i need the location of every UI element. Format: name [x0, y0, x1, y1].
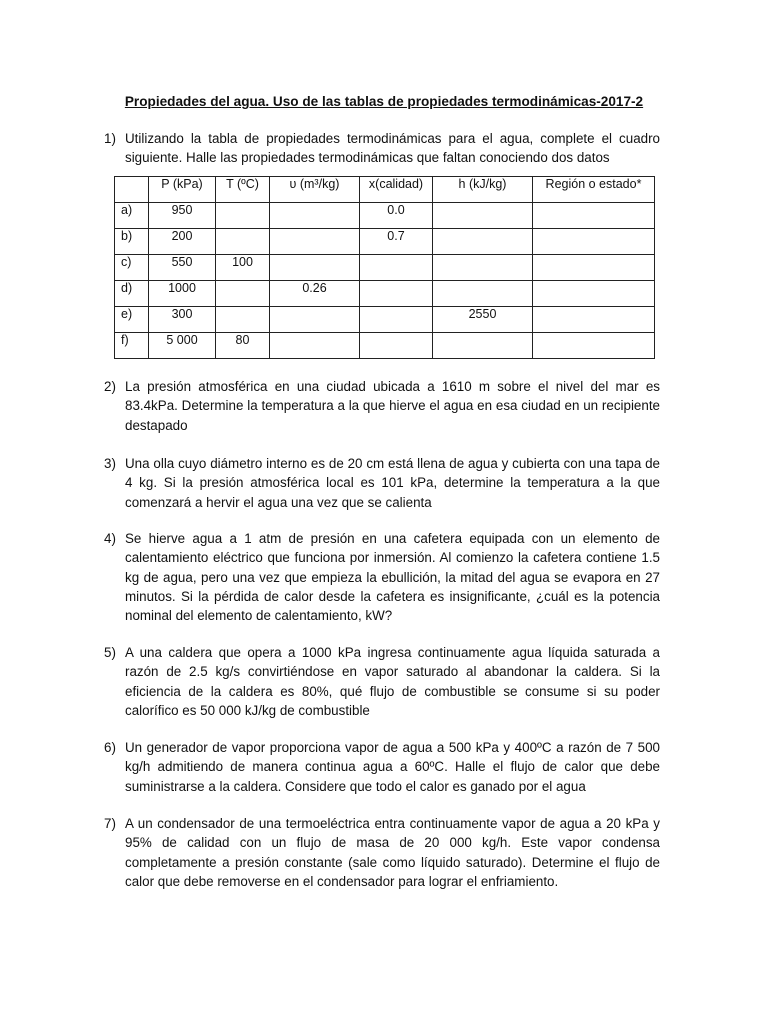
question-3	[104, 454, 660, 512]
table-cell: 80	[216, 333, 270, 359]
table-cell: 950	[149, 203, 216, 229]
table-cell	[216, 281, 270, 307]
question-text: A una caldera que opera a 1000 kPa ingresa continuamente agua líquida saturada a razón de 2.5 kg/s convirtiéndose en vapor saturado al abandonar la caldera. Si la eficiencia de la caldera es 80%, qué flujo de combustible se consume si su poder calorífico es 50 000 kJ/kg de combustible	[125, 645, 660, 718]
table-cell: 0.26	[270, 281, 360, 307]
table-cell	[533, 307, 655, 333]
properties-table	[114, 176, 655, 359]
table-cell: a)	[115, 203, 149, 229]
document-title: Propiedades del agua. Uso de las tablas de propiedades termodinámicas-2017-2	[124, 94, 644, 109]
question-text: Se hierve agua a 1 atm de presión en una cafetera equipada con un elemento de calentamiento eléctrico que funciona por inmersión. Al comienzo la cafetera contiene 1.5 kg de agua, pero una vez que empieza la ebullición, la mitad del agua se evapora en 27 minutos. Si la pérdida de calor desde la cafetera es insignificante, ¿cuál es la potencia nominal del elemento de calentamiento, kW?	[125, 531, 660, 624]
table-cell	[270, 333, 360, 359]
table-cell: 0.7	[360, 229, 433, 255]
table-row	[115, 333, 655, 359]
table-cell	[360, 255, 433, 281]
table-cell	[270, 203, 360, 229]
question-number: 2)	[104, 379, 116, 394]
table-header: T (ºC)	[216, 177, 270, 203]
table-header	[115, 177, 149, 203]
table-header: Región o estado*	[533, 177, 655, 203]
question-number: 1)	[104, 131, 116, 146]
table-cell: e)	[115, 307, 149, 333]
question-text: Un generador de vapor proporciona vapor de agua a 500 kPa y 400ºC a razón de 7 500 kg/h admitiendo de manera continua agua a 60ºC. Halle el flujo de calor que debe suministrarse a la caldera. Considere que todo el calor es ganado por el agua	[125, 740, 660, 794]
table-row	[115, 281, 655, 307]
table-cell	[533, 333, 655, 359]
table-row	[115, 307, 655, 333]
table-cell	[270, 229, 360, 255]
table-cell	[433, 255, 533, 281]
table-cell: 0.0	[360, 203, 433, 229]
table-cell	[216, 203, 270, 229]
table-cell	[533, 229, 655, 255]
table-cell: 5 000	[149, 333, 216, 359]
question-7	[104, 814, 660, 891]
question-text: A un condensador de una termoeléctrica entra continuamente vapor de agua a 20 kPa y 95% de calidad con un flujo de masa de 20 000 kg/h. Este vapor condensa completamente a presión constante (sale como líquido saturado). Determine el flujo de calor que debe removerse en el condensador para lograr el enfriamiento.	[125, 816, 660, 889]
table-cell: 200	[149, 229, 216, 255]
table-cell: c)	[115, 255, 149, 281]
question-text: Utilizando la tabla de propiedades termodinámicas para el agua, complete el cuadro siguiente. Halle las propiedades termodinámicas que faltan conociendo dos datos	[125, 131, 660, 166]
table-row	[115, 229, 655, 255]
table-cell	[533, 203, 655, 229]
table-cell	[533, 255, 655, 281]
table-cell: 550	[149, 255, 216, 281]
table-cell: f)	[115, 333, 149, 359]
table-header: P (kPa)	[149, 177, 216, 203]
table-cell: 1000	[149, 281, 216, 307]
question-number: 6)	[104, 740, 116, 755]
table-cell	[270, 307, 360, 333]
table-cell: b)	[115, 229, 149, 255]
table-cell: d)	[115, 281, 149, 307]
question-text: La presión atmosférica en una ciudad ubicada a 1610 m sobre el nivel del mar es 83.4kPa. Determine la temperatura a la que hierve el agua en esa ciudad en un recipiente destapado	[125, 379, 660, 433]
table-cell	[216, 229, 270, 255]
table-cell	[360, 281, 433, 307]
table-cell	[360, 333, 433, 359]
question-1	[104, 129, 660, 168]
table-cell	[533, 281, 655, 307]
table-cell	[433, 203, 533, 229]
table-row	[115, 203, 655, 229]
table-header: x(calidad)	[360, 177, 433, 203]
table-cell	[360, 307, 433, 333]
question-6	[104, 738, 660, 796]
table-cell	[433, 281, 533, 307]
question-number: 3)	[104, 456, 116, 471]
table-cell	[433, 229, 533, 255]
question-4	[104, 529, 660, 625]
question-text: Una olla cuyo diámetro interno es de 20 cm está llena de agua y cubierta con una tapa de 4 kg. Si la presión atmosférica local es 101 kPa, determine la temperatura a la que comenzará a hervir el agua una vez que se calienta	[125, 456, 660, 510]
table-cell: 2550	[433, 307, 533, 333]
question-5	[104, 643, 660, 720]
table-header-row	[115, 177, 655, 203]
table-cell	[270, 255, 360, 281]
question-number: 5)	[104, 645, 116, 660]
table-cell	[216, 307, 270, 333]
table-header: h (kJ/kg)	[433, 177, 533, 203]
question-2	[104, 377, 660, 435]
question-number: 7)	[104, 816, 116, 831]
question-number: 4)	[104, 531, 116, 546]
table-cell: 100	[216, 255, 270, 281]
table-row	[115, 255, 655, 281]
table-cell	[433, 333, 533, 359]
table-cell: 300	[149, 307, 216, 333]
table-header: υ (m³/kg)	[270, 177, 360, 203]
